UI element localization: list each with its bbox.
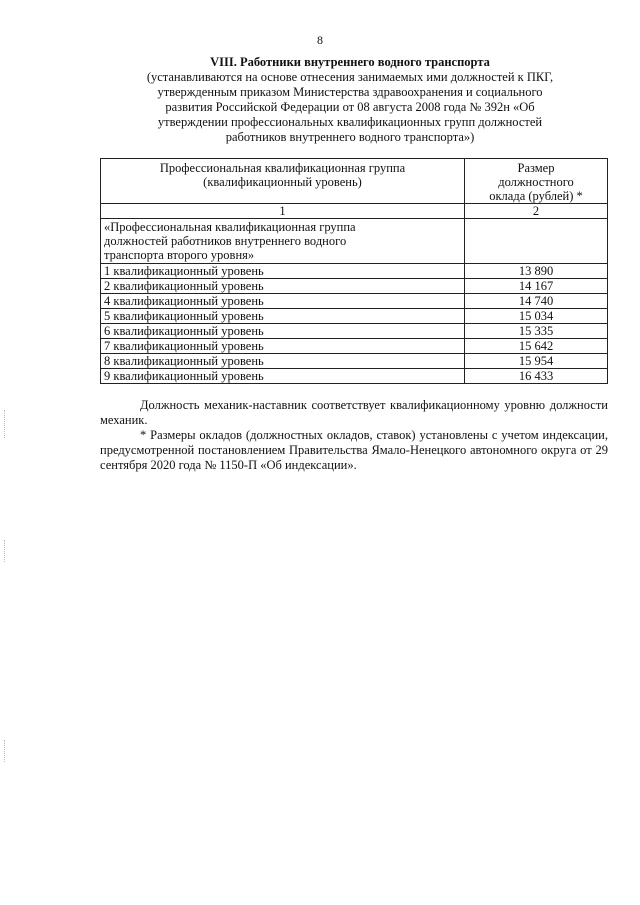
page-number: 8 xyxy=(317,33,323,47)
section-title: VIII. Работники внутреннего водного транспорта xyxy=(210,55,490,69)
table-row xyxy=(101,369,608,384)
salary-value: 15 335 xyxy=(465,324,608,339)
header-line: Профессиональная квалификационная группа xyxy=(159,161,406,175)
qualification-level: 7 квалификационный уровень xyxy=(101,339,465,354)
group-title-line: должностей работников внутреннего водного xyxy=(104,234,347,248)
qualification-level: 5 квалификационный уровень xyxy=(101,309,465,324)
table-header-row xyxy=(101,159,608,204)
subtitle-line: (устанавливаются на основе отнесения занимаемых ими должностей к ПКГ, xyxy=(146,70,554,84)
group-title-row xyxy=(101,219,608,264)
margin-dots xyxy=(4,410,7,438)
subtitle-line: утверждении профессиональных квалификационных групп должностей xyxy=(157,115,543,129)
table-row xyxy=(101,354,608,369)
salary-value: 14 167 xyxy=(465,279,608,294)
margin-dots xyxy=(4,740,7,762)
salary-value: 15 642 xyxy=(465,339,608,354)
qualification-level: 4 квалификационный уровень xyxy=(101,294,465,309)
column-number: 2 xyxy=(465,204,608,219)
margin-dots xyxy=(4,540,7,562)
salary-value: 15 954 xyxy=(465,354,608,369)
column-header-group xyxy=(101,159,465,204)
table-row xyxy=(101,324,608,339)
table-row xyxy=(101,264,608,279)
table-row xyxy=(101,309,608,324)
section-subtitle xyxy=(100,70,600,145)
section-header xyxy=(100,55,600,145)
column-number-row xyxy=(101,204,608,219)
qualification-level: 8 квалификационный уровень xyxy=(101,354,465,369)
empty-cell xyxy=(465,219,608,264)
salary-value: 16 433 xyxy=(465,369,608,384)
note-indexation: * Размеры окладов (должностных окладов, ставок) установлены с учетом индексации, предусмотренной постановлением Правительства Ямало-Ненецкого автономного округа от 29 сентября 2020 года № 1150-П «Об индексации». xyxy=(100,428,608,472)
table-row xyxy=(101,279,608,294)
column-header-salary xyxy=(465,159,608,204)
salary-table xyxy=(100,158,608,384)
group-title-line: «Профессиональная квалификационная группа xyxy=(104,220,356,234)
header-line: должностного xyxy=(498,175,574,189)
subtitle-line: утвержденным приказом Министерства здравоохранения и социального xyxy=(157,85,543,99)
header-line: Размер xyxy=(517,161,555,175)
qualification-level: 6 квалификационный уровень xyxy=(101,324,465,339)
qualification-level: 2 квалификационный уровень xyxy=(101,279,465,294)
table-row xyxy=(101,294,608,309)
salary-value: 14 740 xyxy=(465,294,608,309)
notes xyxy=(100,398,608,473)
table-body xyxy=(101,264,608,384)
qualification-level: 1 квалификационный уровень xyxy=(101,264,465,279)
qualification-level: 9 квалификационный уровень xyxy=(101,369,465,384)
header-line: (квалификационный уровень) xyxy=(203,175,362,189)
subtitle-line: работников внутреннего водного транспорта») xyxy=(225,130,475,144)
salary-value: 15 034 xyxy=(465,309,608,324)
header-line: оклада (рублей) * xyxy=(489,189,583,203)
group-title-line: транспорта второго уровня» xyxy=(104,248,255,262)
column-number: 1 xyxy=(101,204,465,219)
salary-value: 13 890 xyxy=(465,264,608,279)
group-title-cell xyxy=(101,219,465,264)
note-mechanic: Должность механик-наставник соответствует квалификационному уровню должности механик. xyxy=(100,398,608,427)
subtitle-line: развития Российской Федерации от 08 августа 2008 года № 392н «Об xyxy=(165,100,535,114)
table-row xyxy=(101,339,608,354)
